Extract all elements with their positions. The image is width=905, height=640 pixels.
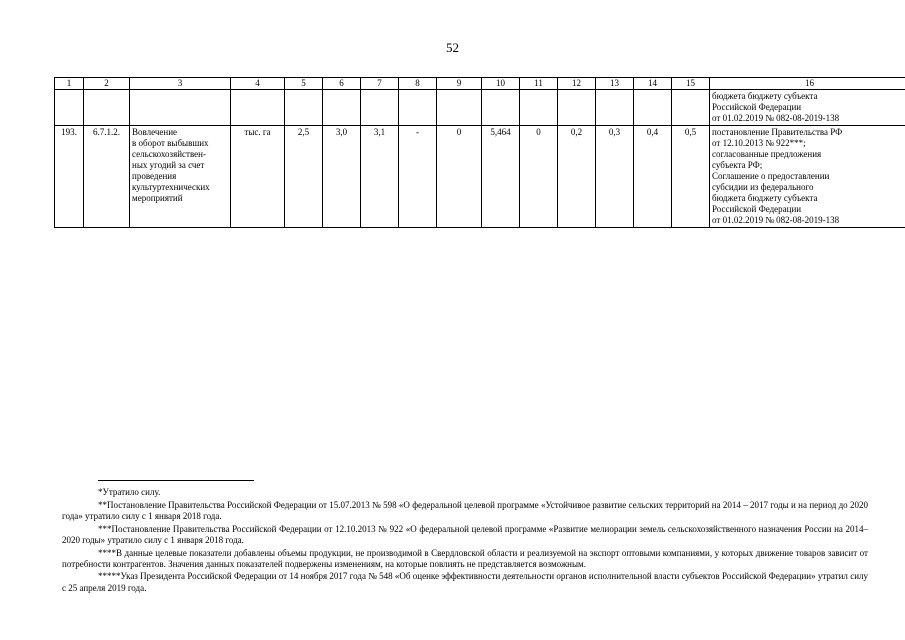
table-cell [84,90,130,126]
table-row-continuation [55,90,905,126]
table-cell [672,90,710,126]
indicator-name-cell: Вовлечение в оборот выбывших сельскохозяйствен- ных угодий за счет проведения культуртехнических мероприятий [130,126,231,228]
column-header: 5 [285,78,323,90]
column-header: 9 [437,78,482,90]
value-cell: 0,5 [672,126,710,228]
value-cell: 0 [520,126,558,228]
column-header: 15 [672,78,710,90]
footnote: ****В данные целевые показатели добавлены объемы продукции, не производимой в Свердловской области и реализуемой на экспорт оптовыми компаниями, у которых движение товаров зависит от потребности контрагентов. Значения данных показателей подвержены изменениям, на которые повлиять не представляется возможным. [62,547,868,569]
unit-cell: тыс. га [231,126,285,228]
footnote: ***Постановление Правительства Российской Федерации от 12.10.2013 № 922 «О федеральной целевой программе «Развитие мелиорации земель сельскохозяйственного назначения России на 2014–2020 годы» утратило силу с 1 января 2018 года. [62,523,868,545]
value-cell: - [399,126,437,228]
indicators-table [54,77,905,228]
source-document-cell: бюджета бюджету субъекта Российской Федерации от 01.02.2019 № 082-08-2019-138 [710,90,905,126]
table-cell [558,90,596,126]
value-cell: 0,4 [634,126,672,228]
column-header: 11 [520,78,558,90]
column-header: 10 [482,78,520,90]
table-cell [285,90,323,126]
column-header: 16 [710,78,905,90]
page-number: 52 [446,40,459,55]
value-cell: 0,3 [596,126,634,228]
value-cell: 2,5 [285,126,323,228]
column-header: 3 [130,78,231,90]
row-number-cell: 193. [55,126,84,228]
table-cell [520,90,558,126]
table-cell [130,90,231,126]
source-document-cell: постановление Правительства РФ от 12.10.2013 № 922***; согласованные предложения субъекта РФ; Соглашение о предоставлении субсидии из федерального бюджета бюджету субъекта Российской Федерации от 01.02.2019 № 082-08-2019-138 [710,126,905,228]
column-header: 8 [399,78,437,90]
table-cell [323,90,361,126]
table-row-193 [55,126,905,228]
column-header: 14 [634,78,672,90]
column-header: 2 [84,78,130,90]
value-cell: 0 [437,126,482,228]
footnote: *****Указ Президента Российской Федерации от 14 ноября 2017 года № 548 «Об оценке эффективности деятельности органов исполнительной власти субъектов Российской Федерации» утратил силу с 25 апреля 2019 года. [62,571,868,593]
table-header-row [55,78,905,90]
value-cell: 3,0 [323,126,361,228]
table-cell [482,90,520,126]
value-cell: 5,464 [482,126,520,228]
row-code-cell: 6.7.1.2. [84,126,130,228]
column-header: 6 [323,78,361,90]
table-cell [399,90,437,126]
column-header: 13 [596,78,634,90]
table-cell [437,90,482,126]
column-header: 12 [558,78,596,90]
table-cell [596,90,634,126]
column-header: 1 [55,78,84,90]
footnote: *Утратило силу. [98,487,161,497]
footnote-separator [98,480,254,481]
footnotes [62,487,868,595]
table-cell [55,90,84,126]
value-cell: 0,2 [558,126,596,228]
column-header: 4 [231,78,285,90]
table-cell [231,90,285,126]
footnote: **Постановление Правительства Российской Федерации от 15.07.2013 № 598 «О федеральной целевой программе «Устойчивое развитие сельских территорий на 2014 – 2017 годы и на период до 2020 года» утратило силу с 1 января 2018 года. [62,499,868,521]
table-cell [634,90,672,126]
table-cell [361,90,399,126]
column-header: 7 [361,78,399,90]
value-cell: 3,1 [361,126,399,228]
